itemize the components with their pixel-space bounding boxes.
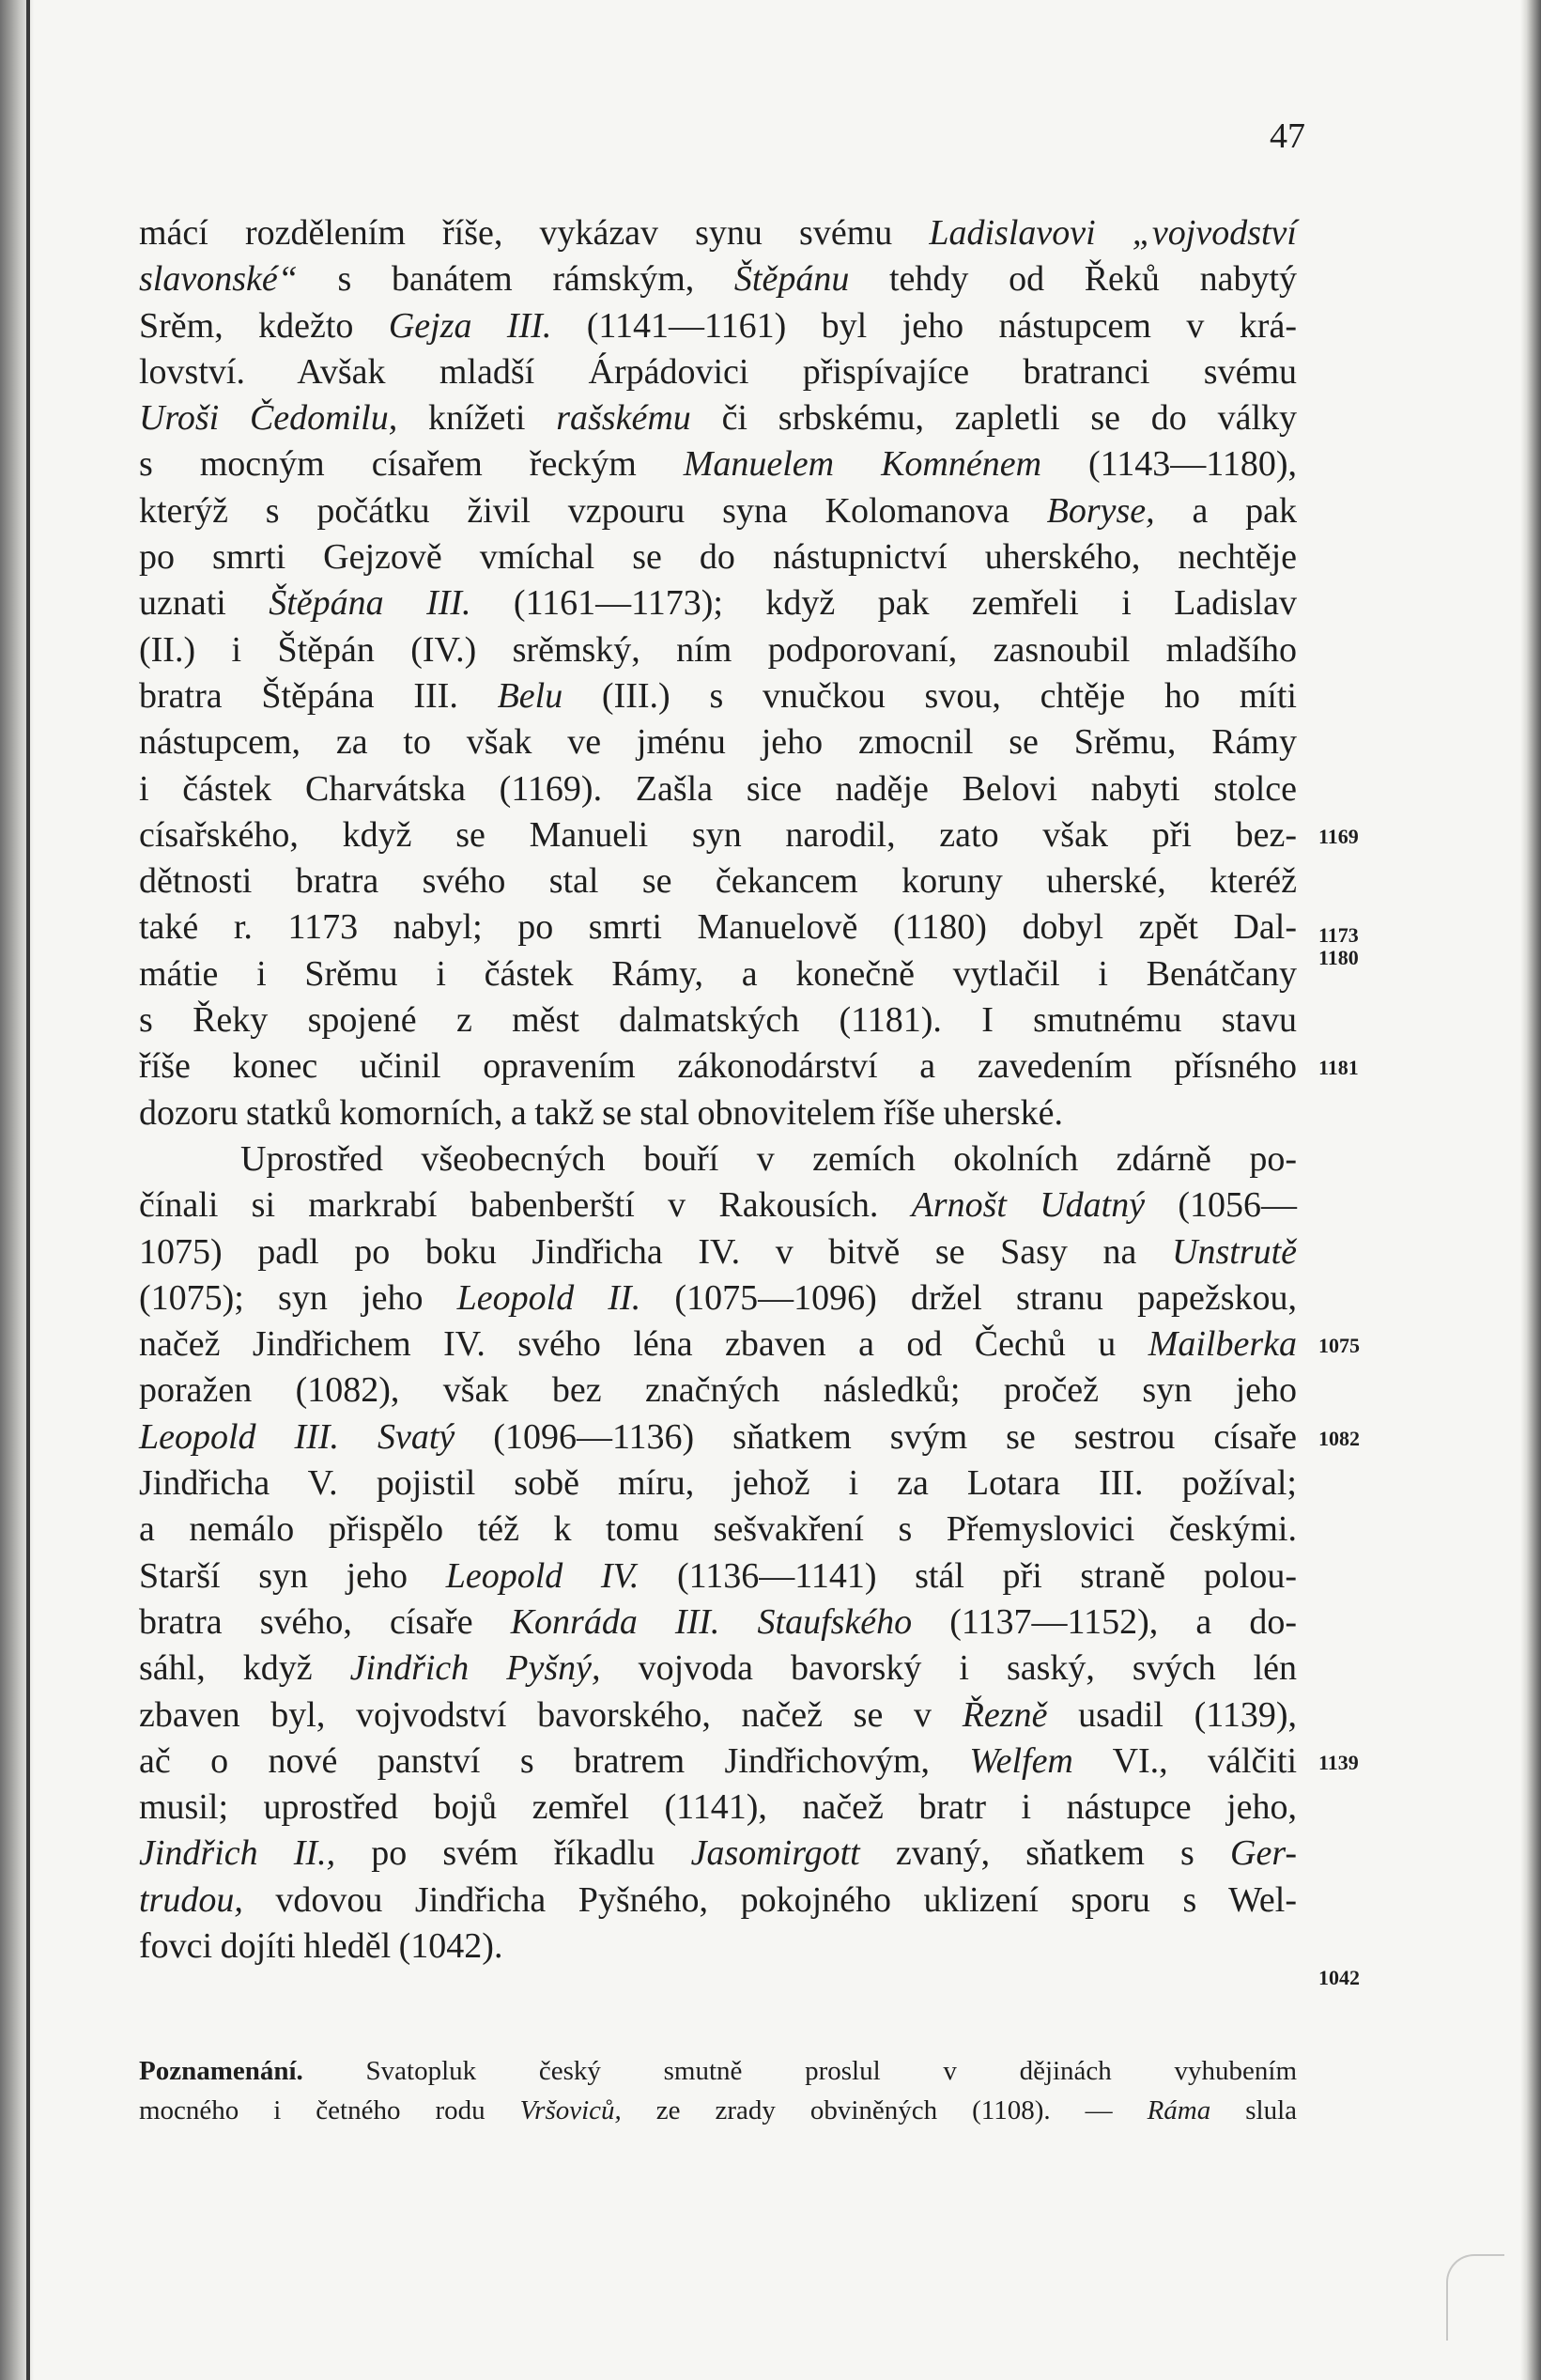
italic-text: Štěpánu bbox=[733, 259, 850, 300]
text-run: (III.) s vnučkou svou, chtěje ho míti bbox=[562, 675, 1297, 716]
text-line bbox=[139, 997, 1297, 1043]
text-run: musil; uprostřed bojů zemřel (1141), načež bratr i nástupce jeho, bbox=[139, 1787, 1297, 1828]
text-line bbox=[139, 256, 1297, 302]
footnote bbox=[139, 2051, 1297, 2130]
text-line bbox=[139, 1136, 1297, 1182]
text-line bbox=[139, 349, 1297, 395]
text-line bbox=[139, 1739, 1297, 1785]
italic-text: trudou, bbox=[139, 1879, 243, 1920]
text-line bbox=[139, 766, 1297, 812]
italic-text: Arnošt Udatný bbox=[911, 1185, 1146, 1226]
italic-text: Ger- bbox=[1230, 1833, 1298, 1874]
italic-text: Jindřich II., bbox=[139, 1833, 336, 1874]
text-line bbox=[139, 1090, 1297, 1136]
text-run: kterýž s počátku živil vzpouru syna Kolomanova bbox=[139, 490, 1047, 531]
text-run: Srěm, kdežto bbox=[139, 305, 389, 346]
page-number: 47 bbox=[1270, 116, 1305, 156]
text-run: knížeti bbox=[397, 398, 557, 439]
italic-text: Konráda III. Staufského bbox=[510, 1601, 913, 1642]
text-line bbox=[139, 1692, 1297, 1739]
text-run: (1056— bbox=[1145, 1185, 1297, 1226]
text-line bbox=[139, 1924, 1297, 1970]
footnote-line bbox=[139, 2051, 1297, 2091]
text-line bbox=[139, 1460, 1297, 1507]
text-run: mácí rozdělením říše, vykázav synu svému bbox=[139, 213, 930, 253]
text-run: s Řeky spojené z měst dalmatských (1181). I smutnému stavu bbox=[139, 1000, 1297, 1041]
text-line bbox=[139, 1507, 1297, 1553]
text-line bbox=[139, 395, 1297, 441]
text-line bbox=[139, 812, 1297, 858]
italic-text: Boryse, bbox=[1046, 490, 1155, 531]
text-line bbox=[139, 1785, 1297, 1831]
text-run: a nemálo přispělo též k tomu sešvakření s Přemyslovici českými. bbox=[139, 1509, 1297, 1550]
italic-text: slavonské“ bbox=[139, 259, 298, 300]
italic-text: Uroši Čedomilu, bbox=[139, 398, 398, 439]
text-line bbox=[139, 1831, 1297, 1877]
text-run: a pak bbox=[1154, 490, 1298, 531]
text-run: Uprostřed všeobecných bouří v zemích okolních zdárně po- bbox=[240, 1138, 1297, 1179]
text-run: vdovou Jindřicha Pyšného, pokojného uklizení sporu s Wel- bbox=[242, 1879, 1297, 1920]
margin-year-note: 1169 bbox=[1318, 824, 1359, 848]
margin-year-note: 1180 bbox=[1318, 945, 1359, 969]
text-line bbox=[139, 627, 1297, 673]
text-run: také r. 1173 nabyl; po smrti Manuelově (1180) dobyl zpět Dal- bbox=[139, 907, 1297, 948]
text-line bbox=[139, 1275, 1297, 1321]
text-run: (1075); syn jeho bbox=[139, 1277, 457, 1318]
italic-text: Leopold III. Svatý bbox=[139, 1416, 455, 1457]
italic-text: Welfem bbox=[969, 1740, 1073, 1781]
bold-text: Poznamenání. bbox=[139, 2056, 303, 2086]
text-line bbox=[139, 858, 1297, 904]
margin-year-note: 1042 bbox=[1318, 1966, 1360, 1990]
text-run: ač o nové panství s bratrem Jindřichovým, bbox=[139, 1740, 970, 1781]
text-line bbox=[139, 1646, 1297, 1692]
text-run: i částek Charvátska (1169). Zašla sice naděje Belovi nabyti stolce bbox=[139, 768, 1297, 809]
italic-text: Ladislavovi „vojvodství bbox=[929, 213, 1297, 253]
text-run: Jindřicha V. pojistil sobě míru, jehož i za Lotara III. požíval; bbox=[139, 1463, 1297, 1504]
text-run: ze zrady obviněných (1108). — bbox=[621, 2095, 1148, 2125]
italic-text: Jindřich Pyšný, bbox=[349, 1648, 601, 1689]
text-run: (1161—1173); když pak zemřeli i Ladislav bbox=[470, 583, 1297, 624]
text-run: (1075—1096) držel stranu papežskou, bbox=[640, 1277, 1297, 1318]
text-run: s mocným císařem řeckým bbox=[139, 444, 684, 485]
text-line bbox=[139, 488, 1297, 534]
text-line bbox=[139, 1043, 1297, 1090]
text-run: fovci dojíti hleděl (1042). bbox=[139, 1925, 503, 1966]
text-line bbox=[139, 904, 1297, 950]
text-run: 1075) padl po boku Jindřicha IV. v bitvě se Sasy na bbox=[139, 1231, 1172, 1272]
text-line bbox=[139, 1553, 1297, 1600]
text-run: mocného i četného rodu bbox=[139, 2095, 520, 2125]
text-run: (1136—1141) stál při straně polou- bbox=[639, 1555, 1297, 1596]
text-line bbox=[139, 1368, 1297, 1414]
italic-text: Gejza III. bbox=[388, 305, 552, 346]
text-run: zvaný, sňatkem s bbox=[859, 1833, 1231, 1874]
text-run: dětnosti bratra svého stal se čekancem koruny uherské, kteréž bbox=[139, 861, 1297, 902]
text-run: poražen (1082), však bez značných následků; pročež syn jeho bbox=[139, 1370, 1297, 1411]
text-run: usadil (1139), bbox=[1047, 1694, 1297, 1735]
text-run: dozoru statků komorních, a takž se stal obnovitelem říše uherské. bbox=[139, 1092, 1064, 1133]
text-run: načež Jindřichem IV. svého léna zbaven a od Čechů u bbox=[139, 1324, 1148, 1365]
text-line bbox=[139, 1182, 1297, 1229]
text-run: Svatopluk český smutně proslul v dějinách vyhubením bbox=[302, 2056, 1297, 2086]
text-line bbox=[139, 580, 1297, 626]
text-line bbox=[139, 673, 1297, 719]
text-run: či srbskému, zapletli se do války bbox=[690, 398, 1298, 439]
text-run: (II.) i Štěpán (IV.) srěmský, ním podporovaní, zasnoubil mladšího bbox=[139, 629, 1297, 670]
italic-text: Belu bbox=[497, 675, 563, 716]
margin-year-note: 1082 bbox=[1318, 1426, 1360, 1450]
text-run: (1141—1161) byl jeho nástupcem v krá- bbox=[551, 305, 1297, 346]
text-line bbox=[139, 1321, 1297, 1368]
text-run: lovství. Avšak mladší Árpádovici přispívajíce bratranci svému bbox=[139, 351, 1297, 392]
text-run: císařského, když se Manueli syn narodil, zato však při bez- bbox=[139, 814, 1297, 855]
margin-year-note: 1075 bbox=[1318, 1334, 1360, 1358]
text-line bbox=[139, 534, 1297, 580]
text-run: čínali si markrabí babenberští v Rakousích. bbox=[139, 1185, 912, 1226]
text-line bbox=[139, 1878, 1297, 1924]
text-run: (1096—1136) sňatkem svým se sestrou císaře bbox=[455, 1416, 1298, 1457]
italic-text: Štěpána III. bbox=[269, 583, 471, 624]
text-run: zbaven byl, vojvodství bavorského, načež se v bbox=[139, 1694, 963, 1735]
text-run: (1143—1180), bbox=[1041, 444, 1297, 485]
text-run: (1137—1152), a do- bbox=[912, 1601, 1297, 1642]
text-line bbox=[139, 303, 1297, 349]
text-run: s banátem rámským, bbox=[297, 259, 734, 300]
text-line bbox=[139, 1414, 1297, 1460]
italic-text: Manuelem Komnénem bbox=[683, 444, 1042, 485]
italic-text: Leopold II. bbox=[456, 1277, 641, 1318]
margin-year-note: 1181 bbox=[1318, 1056, 1359, 1080]
italic-text: rašskému bbox=[556, 398, 691, 439]
text-line bbox=[139, 210, 1297, 256]
margin-year-note: 1139 bbox=[1318, 1750, 1359, 1774]
scan-edge-right bbox=[1520, 0, 1541, 2380]
text-run: bratra Štěpána III. bbox=[139, 675, 498, 716]
text-run: tehdy od Řeků nabytý bbox=[849, 259, 1297, 300]
text-run: uznati bbox=[139, 583, 270, 624]
text-line bbox=[139, 719, 1297, 765]
text-run: slula bbox=[1210, 2095, 1297, 2125]
footnote-line bbox=[139, 2091, 1297, 2130]
text-line bbox=[139, 441, 1297, 487]
scan-edge-left bbox=[0, 0, 34, 2380]
italic-text: Unstrutě bbox=[1172, 1231, 1297, 1272]
text-run: po svém říkadlu bbox=[335, 1833, 691, 1874]
text-line bbox=[139, 951, 1297, 997]
text-run: Starší syn jeho bbox=[139, 1555, 446, 1596]
text-run: říše konec učinil opravením zákonodárství a zavedením přísného bbox=[139, 1046, 1297, 1087]
text-run: mátie i Srěmu i částek Rámy, a konečně vytlačil i Benátčany bbox=[139, 953, 1297, 994]
italic-text: Mailberka bbox=[1148, 1324, 1297, 1365]
italic-text: Vršoviců, bbox=[519, 2095, 622, 2125]
text-line bbox=[139, 1229, 1297, 1275]
text-run: po smrti Gejzově vmíchal se do nástupnictví uherského, nechtěje bbox=[139, 537, 1297, 578]
text-run: sáhl, když bbox=[139, 1648, 350, 1689]
page-smudge bbox=[1446, 2254, 1504, 2341]
italic-text: Jasomirgott bbox=[690, 1833, 860, 1874]
italic-text: Řezně bbox=[962, 1694, 1048, 1735]
text-run: nástupcem, za to však ve jménu jeho zmocnil se Srěmu, Rámy bbox=[139, 722, 1297, 763]
margin-year-note: 1173 bbox=[1318, 922, 1359, 947]
body-text bbox=[139, 210, 1297, 1970]
text-run: vojvoda bavorský i saský, svých lén bbox=[600, 1648, 1298, 1689]
italic-text: Ráma bbox=[1147, 2095, 1211, 2125]
text-run: VI., válčiti bbox=[1072, 1740, 1298, 1781]
text-run: bratra svého, císaře bbox=[139, 1601, 511, 1642]
text-line bbox=[139, 1600, 1297, 1646]
italic-text: Leopold IV. bbox=[445, 1555, 640, 1596]
